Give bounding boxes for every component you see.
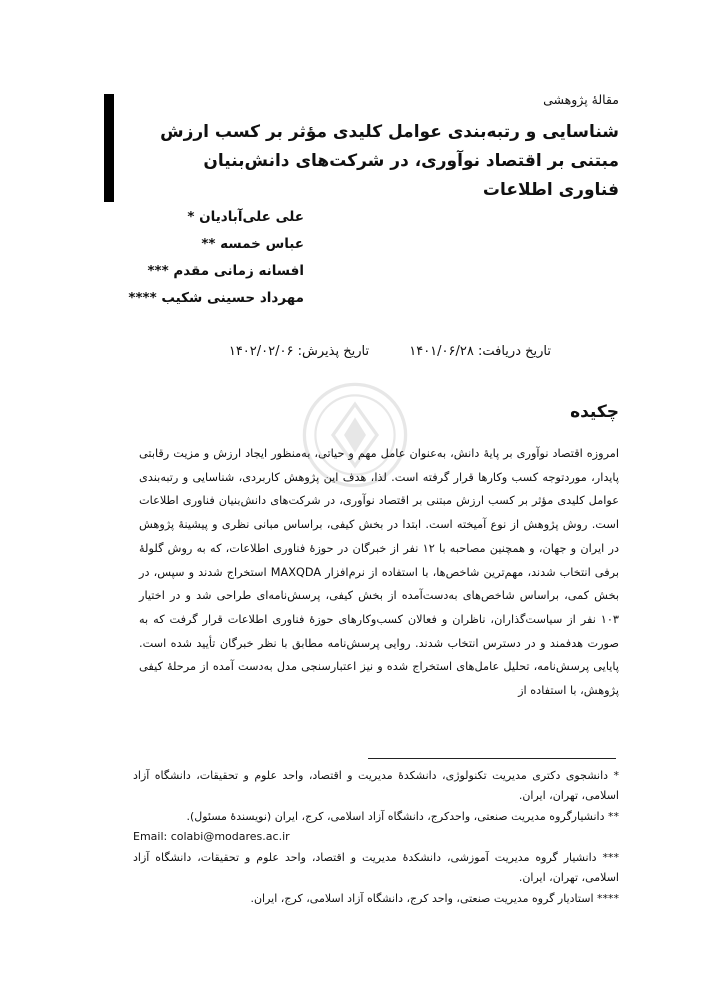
footnote-text: * دانشجوی دکتری مدیریت تکنولوژی، دانشکدهٔ مدیریت و اقتصاد، واحد علوم و تحقیقات، دانشگاه آزاد اسلامی، تهران، ایران. [133,769,619,802]
abstract-heading: چکیده [570,402,619,422]
footnote-item [133,889,619,909]
author-name: علی علی‌آبادیان * [187,209,304,225]
author-name: عباس خمسه ** [201,236,304,252]
footnote-text: ** دانشیارگروه مدیریت صنعتی، واحدکرج، دانشگاه آزاد اسلامی، کرج، ایران (نویسندهٔ مسئول). [186,810,619,823]
article-type-label: مقالهٔ پژوهشی [543,92,619,107]
received-date: تاریخ دریافت: ۱۴۰۱/۰۶/۲۸ [409,344,551,359]
title-side-bar [104,94,114,202]
footnote-item [133,848,619,888]
paper-title: شناسایی و رتبه‌بندی عوامل کلیدی مؤثر بر کسب ارزش مبتنی بر اقتصاد نوآوری، در شرکت‌های دانش‌بنیان فناوری اطلاعات [160,122,619,200]
footnote-item [133,766,619,806]
footnote-text: *** دانشیار گروه مدیریت آموزشی، دانشکدهٔ مدیریت و اقتصاد، واحد علوم و تحقیقات، دانشگاه آزاد اسلامی، تهران، ایران. [133,851,619,884]
abstract-text: امروزه اقتصاد نوآوری بر پایهٔ دانش، به‌عنوان عامل مهم و حیاتی، به‌منظور ایجاد ارزش و مزیت رقابتی پایدار، موردتوجه کسب وکارها قرار گرفته است. لذا، هدف این پژوهش کاربردی، شناسایی و رتبه‌بندی عوامل کلیدی مؤثر بر کسب ارزش مبتنی بر اقتصاد نوآوری، در شرکت‌های دانش‌بنیان فناوری اطلاعات است. روش پژوهش از نوع آمیخته است. ابتدا در بخش کیفی، براساس مبانی نظری و پیشینهٔ پژوهش در ایران و جهان، و همچنین مصاحبه با ۱۲ نفر از خبرگان در حوزهٔ فناوری اطلاعات، که به روش گلولهٔ برفی انتخاب شدند، مهم‌ترین شاخص‌ها، با استفاده از نرم‌افزار MAXQDA استخراج شدند و سپس، در بخش کمی، براساس شاخص‌های به‌دست‌آمده از بخش کیفی، پرسش‌نامه‌ای طراحی شد و در اختیار ۱۰۳ نفر از سیاست‌گذاران، ناظران و فعالان کسب‌وکارهای حوزهٔ فناوری اطلاعات قرار گرفت که به صورت هدفمند و در دسترس انتخاب شدند. روایی پرسش‌نامه مطابق با نظر خبرگان تأیید شده است. پایایی پرسش‌نامه، تحلیل عامل‌های استخراج شده و نیز اعتبارسنجی مدل به‌دست آمده از مرحلهٔ کیفی پژوهش، با استفاده از [139,447,619,698]
footnote-item [133,807,619,847]
corresponding-author-email: Email: colabi@modares.ac.ir [133,830,290,843]
footnote-list [133,766,619,910]
author-list [124,204,304,312]
author-name: مهرداد حسینی شکیب **** [128,290,304,306]
submission-dates [193,344,551,359]
footnote-text: **** استادیار گروه مدیریت صنعتی، واحد کرج، دانشگاه آزاد اسلامی، کرج، ایران. [250,892,619,905]
footnote-divider [368,758,616,759]
author-name: افسانه زمانی مقدم *** [147,263,304,279]
accepted-date: تاریخ پذیرش: ۱۴۰۲/۰۲/۰۶ [228,344,370,359]
